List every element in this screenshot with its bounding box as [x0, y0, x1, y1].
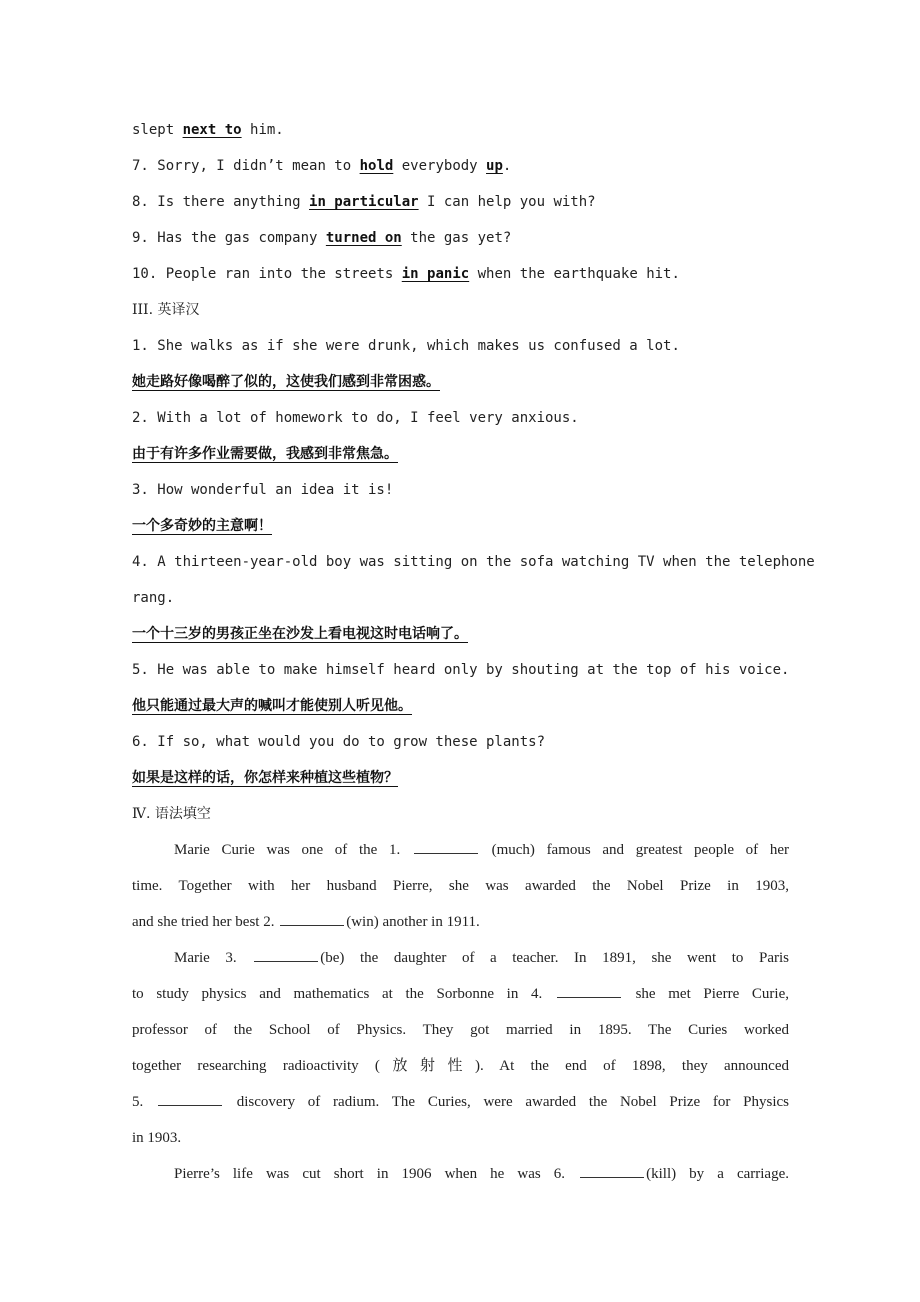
text: (win) another in 1911. — [346, 914, 480, 930]
passage-line-2: time. Together with her husband Pierre, she was awarded the Nobel Prize in 1903, — [132, 878, 789, 894]
passage-line-9: in 1903. — [132, 1130, 182, 1146]
sentence-6-continued — [132, 116, 789, 152]
text: Pierre’s life was cut short in 1906 when he was 6. — [174, 1166, 566, 1182]
section-heading-translation: III. 英译汉 — [132, 302, 200, 318]
sentence-9 — [132, 224, 789, 260]
translation-2-zh: 由于有许多作业需要做，我感到非常焦急。 — [132, 446, 398, 462]
text: the gas yet? — [401, 230, 512, 246]
passage-line-8 — [132, 1088, 789, 1124]
translation-5-zh: 他只能通过最大声的喊叫才能使别人听见他。 — [132, 698, 412, 714]
translation-5-en: 5. He was able to make himself heard only by shouting at the top of his voice. — [132, 662, 790, 678]
sentence-10 — [132, 260, 789, 296]
passage-line-10 — [132, 1160, 789, 1196]
text: (kill) by a carriage. — [646, 1166, 789, 1182]
blank-1[interactable] — [414, 839, 478, 854]
text: discovery of radium. The Curies, were awarded the Nobel Prize for Physics — [236, 1094, 790, 1110]
passage-line-7: together researching radioactivity (放射性). At the end of 1898, they announced — [132, 1058, 789, 1074]
text: Marie Curie was one of the 1. — [174, 842, 401, 858]
passage-line-4 — [132, 944, 789, 980]
translation-1-zh: 她走路好像喝醉了似的，这使我们感到非常困惑。 — [132, 374, 440, 390]
answer: in panic — [401, 266, 470, 282]
blank-6[interactable] — [580, 1163, 644, 1178]
translation-4-en: 4. A thirteen-year-old boy was sitting on the sofa watching TV when the telephone — [132, 554, 815, 570]
text: . — [502, 158, 512, 174]
text: to study physics and mathematics at the Sorbonne in 4. — [132, 986, 543, 1002]
translation-6-zh: 如果是这样的话，你怎样来种植这些植物？ — [132, 770, 398, 786]
translation-6-en: 6. If so, what would you do to grow these plants? — [132, 734, 546, 750]
text: Has the gas company — [157, 230, 326, 246]
text: I can help you with? — [418, 194, 596, 210]
translation-3-zh: 一个多奇妙的主意啊！ — [132, 518, 272, 534]
text: 5. — [132, 1094, 144, 1110]
passage-line-3 — [132, 908, 789, 944]
item-number: 7. — [132, 158, 149, 174]
translation-4-zh: 一个十三岁的男孩正坐在沙发上看电视这时电话响了。 — [132, 626, 468, 642]
document-page — [132, 116, 815, 1196]
text: slept — [132, 122, 183, 138]
text: Marie 3. — [174, 950, 237, 966]
item-number: 8. — [132, 194, 149, 210]
text: (much) famous and greatest people of her — [491, 842, 790, 858]
text: she met Pierre Curie, — [635, 986, 789, 1002]
section-heading-grammar: Ⅳ. 语法填空 — [132, 806, 211, 822]
text: him. — [241, 122, 284, 138]
item-number: 10. — [132, 266, 158, 282]
answer: in particular — [309, 194, 419, 210]
blank-5[interactable] — [158, 1091, 222, 1106]
blank-4[interactable] — [557, 983, 621, 998]
text: People ran into the streets — [165, 266, 402, 282]
translation-2-en: 2. With a lot of homework to do, I feel very anxious. — [132, 410, 579, 426]
answer: next to — [182, 122, 242, 138]
item-number: 9. — [132, 230, 149, 246]
blank-3[interactable] — [254, 947, 318, 962]
text: Is there anything — [157, 194, 310, 210]
text: and she tried her best 2. — [132, 914, 275, 930]
answer: up — [486, 158, 503, 174]
sentence-7 — [132, 152, 789, 188]
text: when the earthquake hit. — [469, 266, 680, 282]
text: (be) the daughter of a teacher. In 1891, she went to Paris — [320, 950, 790, 966]
translation-3-en: 3. How wonderful an idea it is! — [132, 482, 394, 498]
translation-4-en-cont: rang. — [132, 590, 175, 606]
answer: turned on — [325, 230, 402, 246]
translation-1-en: 1. She walks as if she were drunk, which makes us confused a lot. — [132, 338, 680, 354]
text: Sorry, I didn’t mean to — [157, 158, 360, 174]
passage-line-1 — [132, 836, 789, 872]
passage-line-6: professor of the School of Physics. They got married in 1895. The Curies worked — [132, 1022, 789, 1038]
passage-line-5 — [132, 980, 789, 1016]
answer: hold — [359, 158, 394, 174]
blank-2[interactable] — [280, 911, 344, 926]
text: everybody — [393, 158, 487, 174]
sentence-8 — [132, 188, 789, 224]
